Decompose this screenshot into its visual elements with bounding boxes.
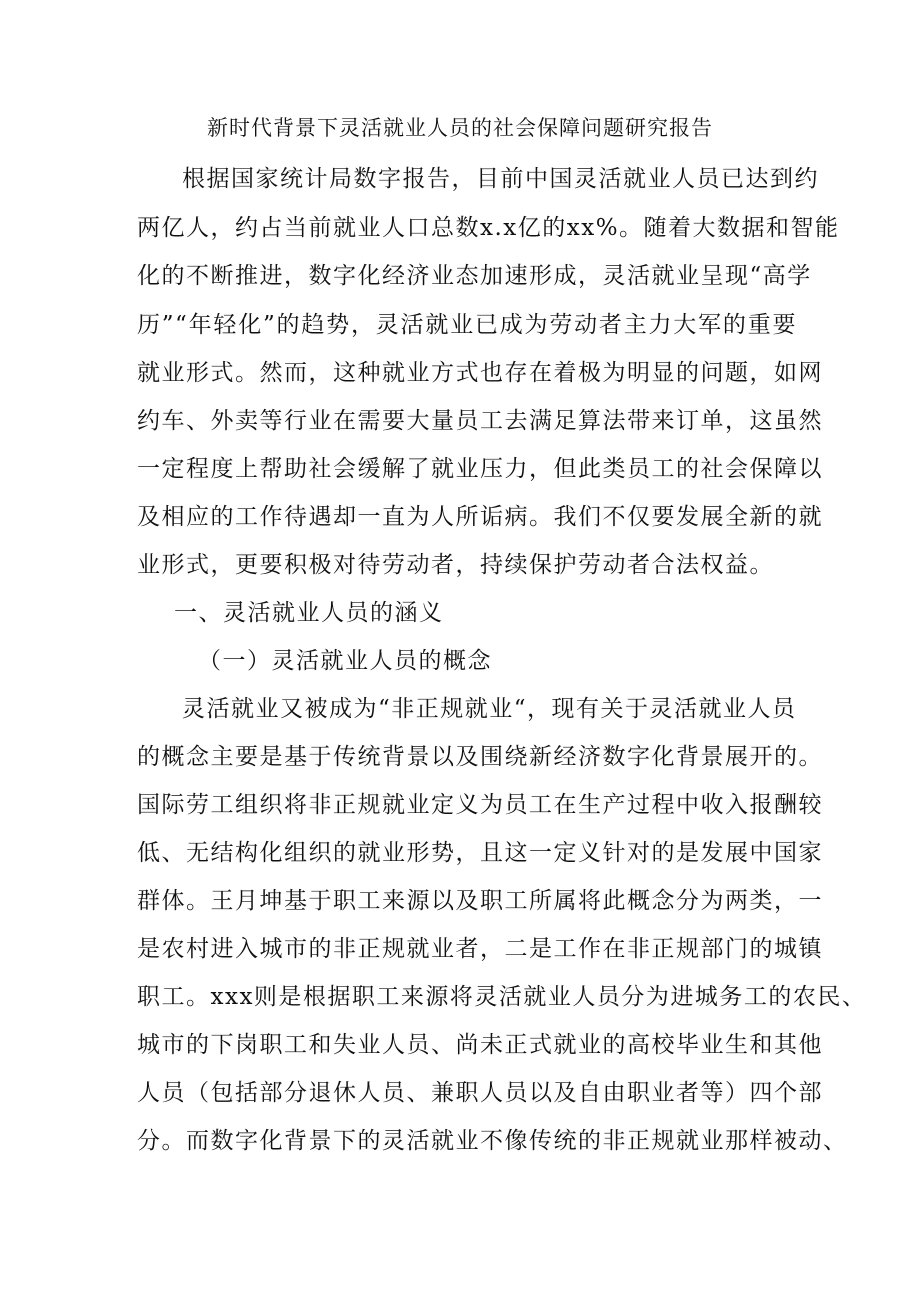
- paragraph-line: 低、无结构化组织的就业形势，且这一定义针对的是发展中国家: [137, 840, 823, 866]
- paragraph-line: 国际劳工组织将非正规就业定义为员工在生产过程中收入报酬较: [137, 792, 823, 818]
- paragraph-line: 业形式，更要积极对待劳动者，持续保护劳动者合法权益。: [137, 552, 774, 578]
- paragraph-line: 城市的下岗职工和失业人员、尚未正式就业的高校毕业生和其他: [137, 1032, 823, 1058]
- section-heading: 一、灵活就业人员的涵义: [174, 600, 444, 626]
- paragraph-line: 化的不断推进，数字化经济业态加速形成，灵活就业呈现“高学: [137, 263, 812, 289]
- paragraph-line: 职工。xxx则是根据职工来源将灵活就业人员分为进城务工的农民、: [137, 984, 867, 1010]
- paragraph-line: 根据国家统计局数字报告，目前中国灵活就业人员已达到约: [182, 166, 819, 192]
- paragraph-line: 是农村进入城市的非正规就业者，二是工作在非正规部门的城镇: [137, 936, 823, 962]
- subsection-heading: （一）灵活就业人员的概念: [198, 648, 492, 674]
- paragraph-line: 分。而数字化背景下的灵活就业不像传统的非正规就业那样被动、: [137, 1128, 848, 1154]
- paragraph-line: 群体。王月坤基于职工来源以及职工所属将此概念分为两类，一: [137, 888, 823, 914]
- paragraph-line: 及相应的工作待遇却一直为人所诟病。我们不仅要发展全新的就: [137, 504, 823, 530]
- paragraph-line: 历”“年轻化”的趋势，灵活就业已成为劳动者主力大军的重要: [137, 312, 797, 338]
- paragraph-line: 人员（包括部分退休人员、兼职人员以及自由职业者等）四个部: [137, 1080, 823, 1106]
- paragraph-line: 一定程度上帮助社会缓解了就业压力，但此类员工的社会保障以: [137, 456, 823, 482]
- paragraph-line: 约车、外卖等行业在需要大量员工去满足算法带来订单，这虽然: [137, 408, 823, 434]
- paragraph-line: 两亿人，约占当前就业人口总数x.x亿的xx%。随着大数据和智能: [137, 215, 840, 241]
- paragraph-line: 灵活就业又被成为“非正规就业“，现有关于灵活就业人员: [182, 696, 797, 722]
- paragraph-line: 就业形式。然而，这种就业方式也存在着极为明显的问题，如网: [137, 360, 823, 386]
- document-title: 新时代背景下灵活就业人员的社会保障问题研究报告: [207, 116, 713, 140]
- paragraph-line: 的概念主要是基于传统背景以及围绕新经济数字化背景展开的。: [137, 744, 823, 770]
